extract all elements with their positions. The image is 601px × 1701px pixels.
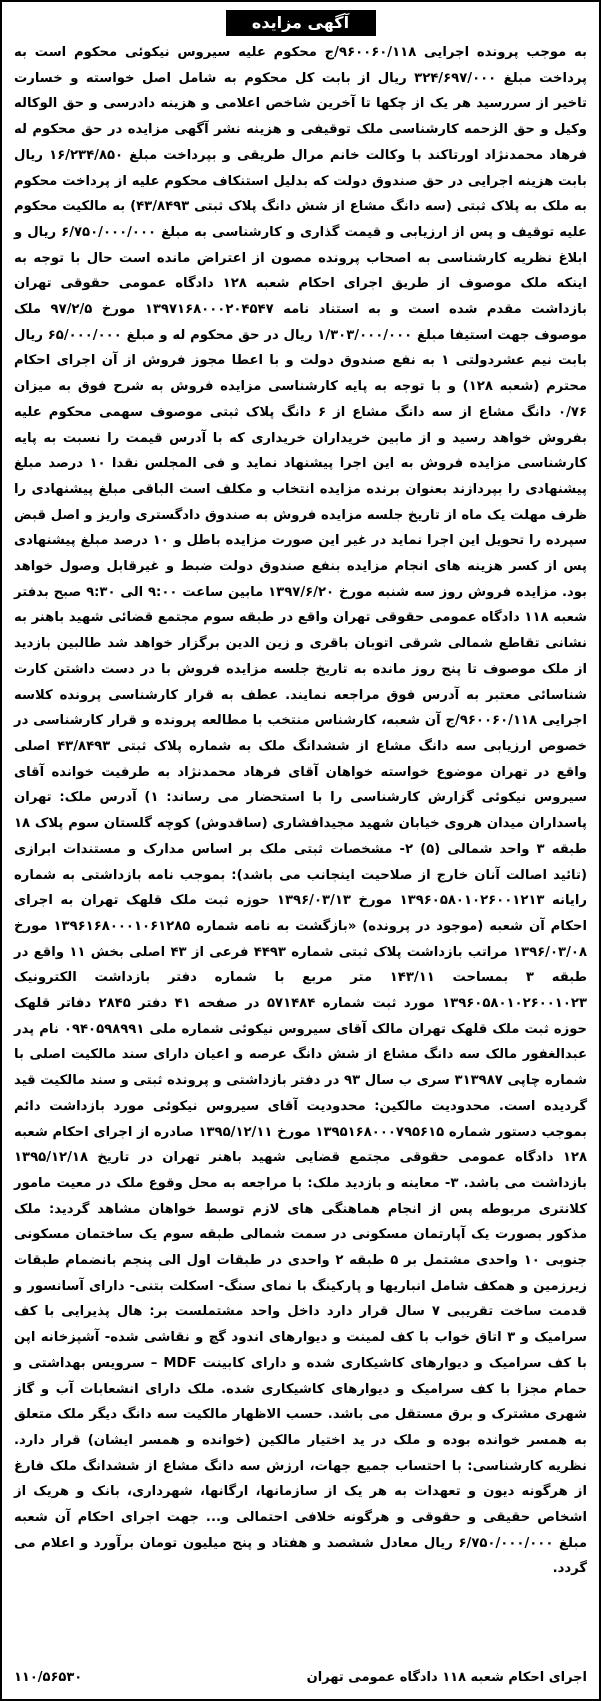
issuer-signature: اجرای احکام شعبه ۱۱۸ دادگاه عمومی تهران [306, 1669, 587, 1685]
notice-footer [14, 1663, 587, 1691]
notice-title: آگهی مزایده [226, 10, 376, 36]
notice-code: ۱۱۰/۵۶۵۳۰ [14, 1669, 83, 1685]
notice-body-text: به موجب پرونده اجرایی ۹۶۰۰۶۰/۱۱۸/ج محکوم علیه سیروس نیکوئی محکوم است به پرداخت مبلغ ۳۲۴/۶۹۷/۰۰۰ ریال از بابت کل محکوم به شامل اصل خواسته و خسارت تاخیر از سررسید هر یک از چکها تا آخرین شاخص اعلامی و هزینه دادرسی و حق الوکاله وکیل و حق الزحمه کارشناسی ملک توقیفی و هزینه نشر آگهی مزایده در حق محکوم له فرهاد محمدنژاد اورتاکند با وکالت خانم مرال طریقی و بپرداخت مبلغ ۱۶/۲۳۴/۸۵۰ ریال بابت هزینه اجرایی در حق صندوق دولت که بدلیل استنکاف محکوم علیه از پرداخت محکوم به ملک به پلاک ثبتی (سه دانگ مشاع از شش دانگ پلاک ثبتی ۴۳/۸۴۹۳) به مالکیت محکوم علیه توقیف و پس از ارزیابی و قیمت گذاری و کارشناسی به مبلغ ۶/۷۵۰/۰۰۰/۰۰۰ ریال و ابلاغ نظریه کارشناسی به اصحاب پرونده مصون از اعتراض مانده است حال با توجه به اینکه ملک موصوف از طریق اجرای احکام شعبه ۱۲۸ دادگاه عمومی حقوقی تهران بازداشت مقدم شده است و به استناد نامه ۱۳۹۷۱۶۸۰۰۰۲۰۴۵۴۷ مورخ ۹۷/۲/۵ ملک موصوف جهت استیفا مبلغ ۱/۳۰۳/۰۰۰/۰۰۰ ریال در حق محکوم له و مبلغ ۶۵/۰۰۰/۰۰۰ ریال بابت نیم عشردولتی ۱ به نفع صندوق دولت و با اعطا مجوز فروش از آن اجرای احکام محترم (شعبه ۱۲۸) و با توجه به پایه کارشناسی مزایده فروش به شرح فوق به میزان ۰/۷۶ دانگ مشاع از سه دانگ مشاع از ۶ دانگ پلاک ثبتی موصوف سهمی محکوم علیه بفروش خواهد رسید و از مابین خریداران خریداری که با آدرس قیمت را نسبت به پایه کارشناسی مزایده فروش به این اجرا پیشنهاد نماید و فی المجلس نقدا ۱۰ درصد مبلغ پیشنهادی را بپردازند بعنوان برنده مزایده انتخاب و مکلف است الباقی مبلغ پیشنهادی را ظرف مهلت یک ماه از تاریخ جلسه مزایده فروش به صندوق دادگستری واریز و اصل قبض سپرده را تحویل این اجرا نماید در غیر این صورت مزایده باطل و ۱۰ درصد مبلغ پیشنهادی پس از کسر هزینه های انجام مزایده بنفع صندوق دولت ضبط و غیرقابل وصول خواهد بود. مزایده فروش روز سه شنبه مورخ ۱۳۹۷/۶/۲۰ مابین ساعت ۹:۰۰ الی ۹:۳۰ صبح بدفتر شعبه ۱۱۸ دادگاه عمومی حقوقی تهران واقع در طبقه سوم مجتمع قضائی شهید باهنر به نشانی تقاطع شمالی شرقی اتوبان باقری و زین الدین برگزار خواهد شد طالبین بازدید از ملک موصوف تا پنج روز مانده به تاریخ جلسه مزایده فروش با در دست داشتن کارت شناسائی معتبر به آدرس فوق مراجعه نمایند. عطف به قرار کارشناسی پرونده کلاسه اجرایی ۹۶۰۰۶۰/۱۱۸/ج آن شعبه، کارشناس منتخب با مطالعه پرونده و قرار کارشناسی در خصوص ارزیابی سه دانگ مشاع از ششدانگ ملک به شماره پلاک ثبتی ۴۳/۸۴۹۳ اصلی واقع در تهران موضوع خواسته خواهان آقای فرهاد محمدنژاد به طرفیت خوانده آقای سیروس نیکوئی گزارش کارشناسی را با استحضار می رساند: ۱) آدرس ملک: تهران پاسداران میدان هروی خیابان شهید مجیدافشاری (ساقدوش) کوچه گلستان سوم پلاک ۱۸ طبقه ۳ واحد شمالی (۵) ۲- مشخصات ثبتی ملک بر اساس مدارک و مستندات ابرازی (تائید اصالت آنان خارج از صلاحیت اینجانب می باشد): بموجب نامه بازداشتی به شماره رایانه ۱۳۹۶۰۵۸۰۱۰۲۶۰۰۱۲۱۳ مورخ ۱۳۹۶/۰۳/۱۳ حوزه ثبت ملک قلهک تهران به اجرای احکام آن شعبه (موجود در پرونده) «بازگشت به نامه شماره ۱۳۹۶۱۶۸۰۰۰۱۰۶۱۲۸۵ مورخ ۱۳۹۶/۰۳/۰۸ مراتب بازداشت پلاک ثبتی شماره ۴۴۹۳ فرعی از ۴۳ اصلی بخش ۱۱ واقع در طبقه ۳ بمساحت ۱۴۳/۱۱ متر مربع با شماره دفتر بازداشت الکترونیک ۱۳۹۶۰۵۸۰۱۰۲۶۰۰۱۰۲۳ مورد ثبت شماره ۵۷۱۴۸۴ در صفحه ۴۱ دفتر ۲۸۴۵ دفاتر قلهک حوزه ثبت ملک قلهک تهران مالک آقای سیروس نیکوئی شماره ملی ۰۹۴۰۵۹۸۹۹۱ نام پدر عبدالغفور مالک سه دانگ مشاع از شش دانگ عرصه و اعیان دارای سند مالکیت اصلی با شماره چاپی ۳۱۳۹۸۷ سری ب سال ۹۳ در دفتر بازداشتی و پرونده ثبتی و سند مالکیت قید گردیده است. محدودیت مالکین: محدودیت آقای سیروس نیکوئی مورد بازداشت دائم بموجب دستور شماره ۱۳۹۵۱۶۸۰۰۰۷۹۵۶۱۵ مورخ ۱۳۹۵/۱۲/۱۱ صادره از اجرای احکام شعبه ۱۲۸ دادگاه عمومی حقوقی مجتمع قضایی شهید باهنر تهران در تاریخ ۱۳۹۵/۱۲/۱۸ بازداشت می باشد. ۳- معاینه و بازدید ملک: با مراجعه به محل وقوع ملک در معیت مامور کلانتری مربوطه پس از انجام هماهنگی های لازم توسط خواهان مشاهد گردید: ملک مذکور بصورت یک آپارتمان مسکونی در سمت شمالی طبقه سوم یک ساختمان مسکونی جنوبی ۱۰ واحدی مشتمل بر ۵ طبقه ۲ واحدی در طبقات اول الی پنجم بانضمام طبقات زیرزمین و همکف شامل انباریها و پارکینگ با نمای سنگ- اسکلت بتنی- دارای آسانسور و قدمت ساخت تقریبی ۷ سال قرار دارد داخل واحد مشتملست بر: هال پذیرایی با کف سرامیک و ۳ اتاق خواب با کف لمینت و دیوارهای اندود گچ و نقاشی شده- آشپزخانه اپن با کف سرامیک و دیوارهای کاشیکاری شده و دارای کابینت MDF – سرویس بهداشتی و حمام مجزا با کف سرامیک و دیوارهای کاشیکاری شده. ملک دارای انشعابات آب و گاز شهری مشترک و برق مستقل می باشد. حسب الاظهار مالکیت سه دانگ دیگر ملک متعلق به همسر خوانده بوده و ملک در ید اختیار مالکین (خوانده و همسر ایشان) قرار دارد. نظریه کارشناسی: با احتساب جمیع جهات، ارزش سه دانگ مشاع از ششدانگ ملک فارغ از هرگونه دیون و تعهدات به هر یک از سازمانها، ارگانها، شهرداری، بانک و هریک از اشخاص حقیقی و حقوقی و هرگونه خلافی احتمالی و... جهت اجرای احکام آن شعبه مبلغ ۶/۷۵۰/۰۰۰/۰۰۰ ریال معادل ششصد و هفتاد و پنج میلیون تومان برآورد و اعلام می گردد. [14, 45, 588, 1577]
